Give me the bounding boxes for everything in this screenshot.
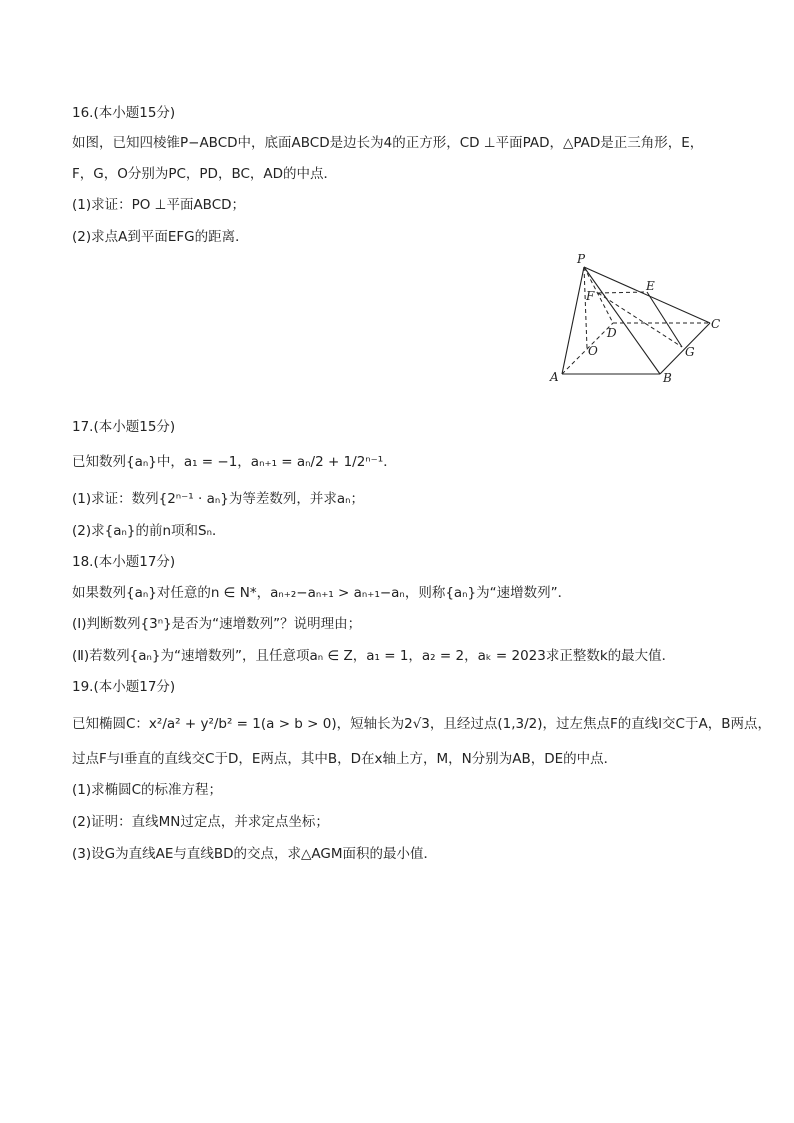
pyramid-figure	[540, 250, 730, 390]
vertex-label-o: O	[588, 344, 598, 358]
problem-19-part-2: (2)证明：直线MN过定点，并求定点坐标；	[72, 814, 329, 830]
vertex-label-e: E	[646, 279, 655, 293]
problem-18-part-1: (Ⅰ)判断数列{3ⁿ}是否为“速增数列”？说明理由；	[72, 616, 362, 632]
problem-18-part-2: (Ⅱ)若数列{aₙ}为“速增数列”，且任意项aₙ ∈ Z，a₁ = 1，a₂ = 2，aₖ = 2023求正整数k的最大值．	[72, 648, 676, 664]
vertex-label-g: G	[685, 345, 695, 359]
vertex-label-d: D	[607, 326, 617, 340]
vertex-label-f: F	[586, 289, 595, 303]
problem-16-statement-line-2: F，G，O分别为PC，PD，BC，AD的中点．	[72, 166, 338, 182]
problem-18-header: 18.(本小题17分)	[72, 554, 176, 570]
problem-19-part-3: (3)设G为直线AE与直线BD的交点，求△AGM面积的最小值．	[72, 846, 437, 862]
problem-16-part-2: (2)求点A到平面EFG的距离．	[72, 229, 249, 245]
vertex-label-a: A	[550, 370, 559, 384]
problem-19-statement-line-2: 过点F与l垂直的直线交C于D，E两点，其中B，D在x轴上方，M，N分别为AB，DE的中点．	[72, 751, 618, 767]
problem-19-header: 19.(本小题17分)	[72, 679, 176, 695]
problem-19-statement-line-1: 已知椭圆C：x²/a² + y²/b² = 1(a > b > 0)，短轴长为2√3，且经过点(1,3/2)，过左焦点F的直线l交C于A，B两点，	[72, 716, 771, 732]
vertex-label-p: P	[577, 252, 586, 266]
vertex-label-c: C	[711, 317, 721, 331]
problem-18-statement: 如果数列{aₙ}对任意的n ∈ N*，aₙ₊₂−aₙ₊₁ > aₙ₊₁−aₙ，则称{aₙ}为“速增数列”．	[72, 585, 572, 601]
problem-16-part-1: (1)求证：PO ⊥平面ABCD；	[72, 197, 246, 213]
problem-16-statement-line-1: 如图，已知四棱锥P−ABCD中，底面ABCD是边长为4的正方形，CD ⊥平面PAD，△PAD是正三角形，E，	[72, 135, 704, 151]
problem-17-header: 17.(本小题15分)	[72, 419, 176, 435]
vertex-label-b: B	[663, 371, 672, 385]
problem-16-header: 16.(本小题15分)	[72, 105, 176, 121]
problem-17-statement: 已知数列{aₙ}中，a₁ = −1，aₙ₊₁ = aₙ/2 + 1/2ⁿ⁻¹．	[72, 454, 397, 470]
problem-17-part-1: (1)求证：数列{2ⁿ⁻¹ · aₙ}为等差数列，并求aₙ；	[72, 491, 364, 507]
problem-19-part-1: (1)求椭圆C的标准方程；	[72, 782, 223, 798]
problem-17-part-2: (2)求{aₙ}的前n项和Sₙ．	[72, 523, 226, 539]
